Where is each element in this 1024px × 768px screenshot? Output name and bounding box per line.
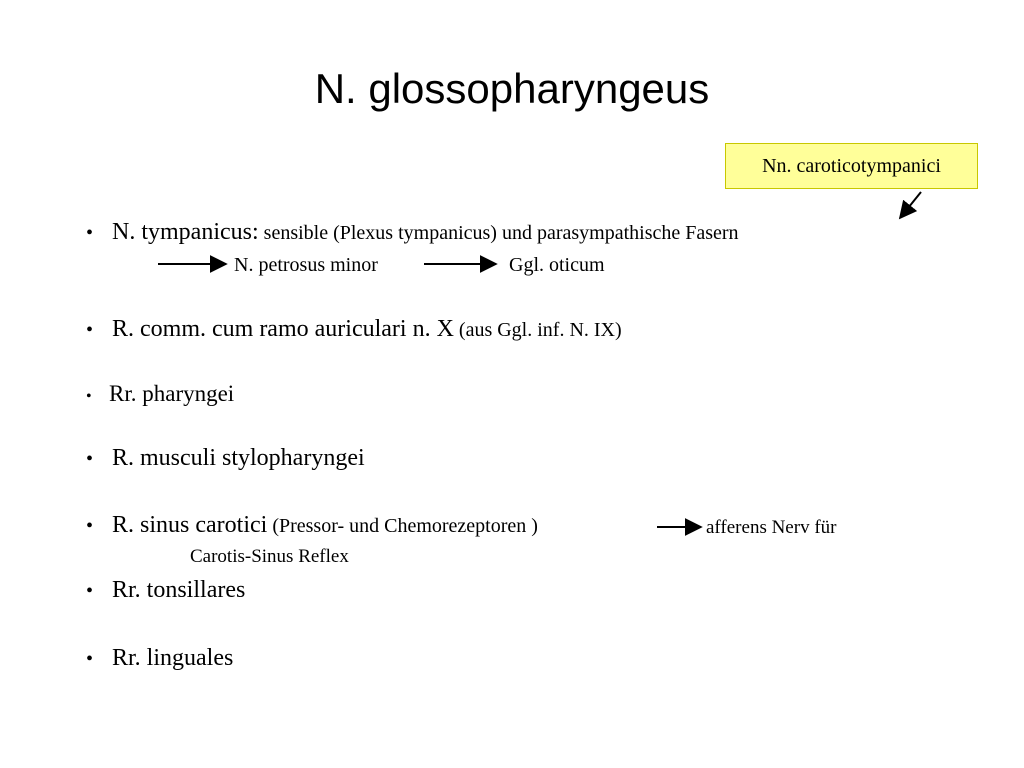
bullet-main-text: N. tympanicus: xyxy=(112,219,259,245)
sub-afferens: afferens Nerv für xyxy=(706,517,837,538)
bullet-linguales xyxy=(86,646,233,670)
bullet-detail-text: (aus Ggl. inf. N. IX) xyxy=(453,319,622,341)
bullet-tympanicus xyxy=(86,220,739,244)
sub-ggl-oticum: Ggl. oticum xyxy=(509,254,605,276)
bullet-main-text: Rr. tonsillares xyxy=(112,577,246,603)
bullet-dot: • xyxy=(86,388,92,405)
bullet-dot: • xyxy=(86,580,94,602)
bullet-stylopharyngei xyxy=(86,446,365,470)
note-label: Nn. caroticotympanici xyxy=(762,154,941,177)
bullet-dot: • xyxy=(86,319,94,341)
bullet-main-text: Rr. pharyngei xyxy=(109,381,235,406)
bullet-main-text: R. sinus carotici xyxy=(112,512,268,538)
bullet-dot: • xyxy=(86,448,94,470)
slide-title: N. glossopharyngeus xyxy=(314,65,710,112)
arrow-note-pointer-icon xyxy=(900,192,921,218)
note-box xyxy=(725,143,978,189)
bullet-dot: • xyxy=(86,515,94,537)
bullet-dot: • xyxy=(86,648,94,670)
bullet-main-text: Rr. linguales xyxy=(112,645,234,671)
sub-petrosus-minor: N. petrosus minor xyxy=(234,254,378,276)
bullet-dot: • xyxy=(86,222,94,244)
bullet-tonsillares xyxy=(86,578,245,602)
bullet-comm-auricular xyxy=(86,317,622,341)
bullet-main-text: R. comm. cum ramo auriculari n. X xyxy=(112,316,454,342)
bullet-pharyngei xyxy=(86,382,234,405)
bullet-main-text: R. musculi stylopharyngei xyxy=(112,445,365,471)
bullet-detail-text: sensible (Plexus tympanicus) und parasympathische Fasern xyxy=(258,222,739,244)
bullet-detail-text: (Pressor- und Chemorezeptoren ) xyxy=(267,515,538,537)
bullet-sinus-carotici xyxy=(86,513,538,537)
sub-carotis-reflex: Carotis-Sinus Reflex xyxy=(190,546,349,567)
